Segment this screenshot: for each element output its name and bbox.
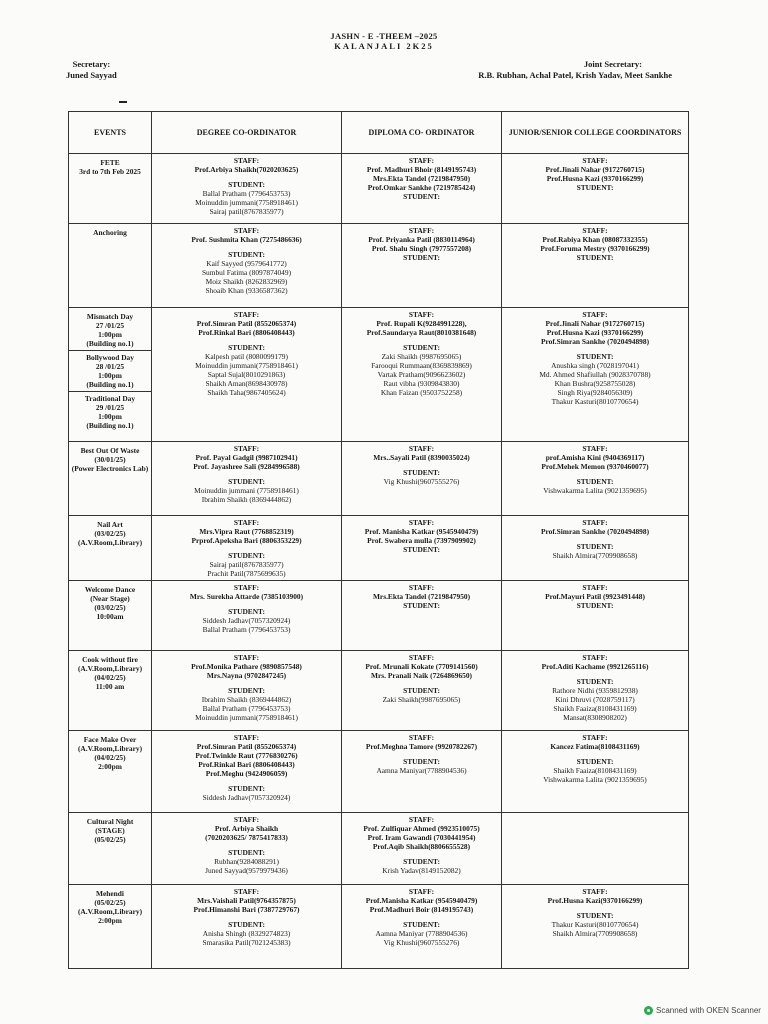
event-detail: (A.V.Room,Library): [77, 664, 143, 673]
diploma-cell: [342, 651, 502, 731]
staff-member: Prof.Jinali Nahar (9172760715): [545, 319, 645, 328]
event-entry: [71, 889, 149, 925]
event-cell: [69, 154, 152, 224]
student-member: Aamna Maniyar (7788904536): [375, 929, 468, 938]
event-row: [69, 813, 689, 885]
staff-member: Mrs. Surekha Attarde (7385103900): [189, 592, 304, 601]
student-member: Vig Khushi(9607555276): [383, 938, 460, 947]
event-entry: [71, 312, 149, 348]
staff-member: Prof. Swabera mulla (7397909902): [367, 536, 476, 545]
diploma-cell: [342, 581, 502, 651]
student-member: Moinuddin jummani(7758918461): [195, 198, 298, 207]
student-member: Zaki Shaikh(9987695065): [382, 695, 461, 704]
staff-member: Prof. Priyanka Patil (8830114964): [368, 235, 475, 244]
student-member: Shaikh Almira(7709908658): [552, 929, 638, 938]
staff-member: Prof. Sushmita Khan (7275486636): [191, 235, 302, 244]
event-detail: (03/02/25): [94, 603, 126, 612]
staff-member: Prof.Madhuri Boir (8149195743): [369, 905, 474, 914]
student-member: Kalpesh patil (8080099179): [205, 352, 288, 361]
event-detail: (A.V.Room,Library): [77, 744, 143, 753]
staff-label: STAFF:: [233, 583, 260, 592]
staff-member: (7020203625/ 7875417833): [205, 833, 288, 842]
staff-label: STAFF:: [408, 156, 435, 165]
degree-cell: [152, 308, 342, 442]
event-detail: (Near Stage): [90, 594, 130, 603]
staff-member: Prprof.Apeksha Bari (8806353229): [191, 536, 302, 545]
student-member: Thakur Kasturi(8010770654): [551, 920, 639, 929]
staff-member: Mrs. Pranali Naik (7264869650): [371, 671, 472, 680]
degree-cell: [152, 731, 342, 813]
event-detail: 10:00am: [96, 612, 124, 621]
staff-member: Prof.Omkar Sankhe (7219785424): [367, 183, 476, 192]
student-member: Shaikh Faaiza(8108431169): [553, 766, 637, 775]
degree-cell: [152, 516, 342, 581]
staff-member: Prof. Arbiya Shaikh: [214, 824, 279, 833]
junior-cell: [502, 224, 689, 308]
event-name: Nail Art: [97, 520, 123, 529]
col-header-events: EVENTS: [69, 112, 152, 154]
event-detail: 1:00pm: [98, 371, 122, 380]
staff-label: STAFF:: [582, 310, 608, 319]
student-label: STUDENT:: [403, 757, 440, 766]
staff-member: Prof. Madhuri Bhoir (8149195743): [366, 165, 477, 174]
student-member: Ballal Pratham (7796453753): [202, 625, 291, 634]
student-member: Shaikh Taha(9867405624): [207, 388, 286, 397]
junior-cell: [502, 308, 689, 442]
event-row: [69, 154, 689, 224]
staff-label: STAFF:: [582, 518, 608, 527]
staff-label: STAFF:: [408, 653, 435, 662]
staff-member: Prof.Mayuri Patil (9923491448): [545, 592, 645, 601]
junior-cell: [502, 154, 689, 224]
student-member: Anisha Shingh (8329274823): [202, 929, 291, 938]
student-member: Shaikh Aman(8698430978): [205, 379, 288, 388]
student-member: Ibrahim Shaikh (8369444862): [201, 495, 292, 504]
col-header-degree: DEGREE CO-ORDINATOR: [152, 112, 342, 154]
staff-label: STAFF:: [408, 444, 435, 453]
staff-label: STAFF:: [408, 583, 435, 592]
student-label: STUDENT:: [576, 253, 614, 262]
diploma-cell: [342, 442, 502, 516]
diploma-cell: [342, 308, 502, 442]
event-name: Mismatch Day: [86, 312, 134, 321]
staff-label: STAFF:: [233, 653, 260, 662]
staff-member: Prof. Shalu Singh (7977557208): [371, 244, 472, 253]
staff-member: Prof.Simran Patil (8552065374): [196, 319, 297, 328]
col-header-junior-senior: JUNIOR/SENIOR COLLEGE COORDINATORS: [502, 112, 689, 154]
event-detail: (STAGE): [95, 826, 125, 835]
student-member: Khan Faizan (9503752258): [380, 388, 463, 397]
student-label: STUDENT:: [228, 343, 265, 352]
event-name: Mehendi: [96, 889, 124, 898]
event-name: Face Make Over: [83, 735, 137, 744]
event-detail: (04/02/25): [94, 673, 126, 682]
event-row: [69, 308, 689, 442]
event-cell: [69, 731, 152, 813]
student-label: STUDENT:: [403, 920, 440, 929]
student-label: STUDENT:: [576, 542, 614, 551]
event-detail: (05/02/25): [94, 835, 126, 844]
event-detail: 1:00pm: [98, 412, 122, 421]
student-label: STUDENT:: [576, 677, 614, 686]
student-member: Md. Ahmed Shafiullah (9028370788): [539, 370, 651, 379]
diploma-cell: [342, 731, 502, 813]
staff-label: STAFF:: [582, 583, 608, 592]
student-label: STUDENT:: [228, 250, 265, 259]
staff-label: STAFF:: [233, 887, 260, 896]
staff-member: Prof.Meghu (9424906059): [205, 769, 288, 778]
event-cell: [69, 442, 152, 516]
event-cell: [69, 516, 152, 581]
student-label: STUDENT:: [403, 545, 440, 554]
student-member: Anushka singh (7028197041): [551, 361, 639, 370]
staff-label: STAFF:: [582, 733, 608, 742]
event-detail: (04/02/25): [94, 753, 126, 762]
events-table: [68, 111, 689, 969]
event-detail: (A.V.Room,Library): [77, 538, 143, 547]
scanner-watermark: [644, 1006, 761, 1015]
staff-member: Prof. Rupali K(9284991228),: [376, 319, 467, 328]
diploma-cell: [342, 885, 502, 969]
student-member: Saptal Sujal(8010291863): [207, 370, 286, 379]
degree-cell: [152, 651, 342, 731]
staff-label: STAFF:: [408, 518, 435, 527]
event-entry: [71, 655, 149, 691]
degree-cell: [152, 581, 342, 651]
event-entry: [69, 350, 151, 389]
staff-member: Kancez Fatima(8108431169): [550, 742, 640, 751]
event-detail: 29 /01/25: [95, 403, 125, 412]
event-entry: [69, 391, 151, 430]
event-entry: [71, 735, 149, 771]
event-detail: (Building no.1): [86, 380, 134, 389]
event-cell: [69, 813, 152, 885]
staff-member: Prof.Meghna Tamore (9920782267): [365, 742, 478, 751]
staff-member: Prof.Mehek Memon (9370460077): [541, 462, 649, 471]
student-member: Prachit Patil(7875699635): [207, 569, 286, 578]
student-label: STUDENT:: [403, 192, 440, 201]
junior-cell: [502, 442, 689, 516]
diploma-cell: [342, 154, 502, 224]
student-label: STUDENT:: [228, 607, 265, 616]
diploma-cell: [342, 516, 502, 581]
event-row: [69, 651, 689, 731]
staff-member: Mrs..Sayali Patil (8390035024): [373, 453, 470, 462]
student-member: Shaikh Almira(7709908658): [552, 551, 638, 560]
event-entry: [71, 585, 149, 621]
student-member: Ballal Pratham (7796453753): [202, 704, 291, 713]
student-label: STUDENT:: [403, 343, 440, 352]
staff-member: Prof. Iram Gawandi (7030441954): [367, 833, 476, 842]
staff-member: Prof.Aditi Kachame (9921265116): [541, 662, 649, 671]
student-member: Vig Khushi(9607555276): [383, 477, 460, 486]
degree-cell: [152, 813, 342, 885]
staff-label: STAFF:: [582, 887, 608, 896]
event-detail: (A.V.Room,Library): [77, 907, 143, 916]
student-label: STUDENT:: [576, 352, 614, 361]
student-member: Vartak Pratham(9096623602): [377, 370, 466, 379]
staff-member: Mrs.Nayna (9702847245): [206, 671, 287, 680]
student-member: Shoaib Khan (9336587362): [205, 286, 288, 295]
staff-member: Prof.Rinkal Bari (8806408443): [198, 760, 295, 769]
scanner-text: Scanned with OKEN Scanner: [656, 1006, 761, 1015]
student-label: STUDENT:: [576, 757, 614, 766]
event-name: Best Out Of Waste: [80, 446, 140, 455]
junior-cell: [502, 516, 689, 581]
secretary-label: Secretary:: [72, 59, 111, 69]
staff-member: Prof.Arbiya Shaikh(7020203625): [194, 165, 299, 174]
staff-member: Prof.Saundarya Raut(8010381648): [366, 328, 477, 337]
staff-member: Prof. Manisha Katkar (9545940479): [364, 527, 479, 536]
degree-cell: [152, 154, 342, 224]
student-member: Siddesh Jadhav(7057320924): [202, 793, 291, 802]
student-member: Sumbul Fatima (8097874049): [201, 268, 292, 277]
event-detail: 1:00pm: [98, 330, 122, 339]
staff-member: Prof.Simran Patil (8552065374): [196, 742, 297, 751]
student-member: Moiz Shaikh (8262832969): [205, 277, 288, 286]
staff-member: Prof. Payal Gadgil (9987102941): [195, 453, 298, 462]
student-label: STUDENT:: [576, 183, 614, 192]
staff-member: Prof.Jinali Nahar (9172760715): [545, 165, 645, 174]
event-cell: [69, 308, 152, 442]
event-name: Cultural Night: [86, 817, 134, 826]
staff-label: STAFF:: [233, 310, 260, 319]
junior-cell: [502, 813, 689, 885]
student-member: Sairaj patil(8767835977): [209, 560, 284, 569]
event-name: Traditional Day: [84, 394, 136, 403]
staff-label: STAFF:: [582, 444, 608, 453]
event-cell: [69, 224, 152, 308]
event-entry: [71, 446, 149, 473]
junior-cell: [502, 651, 689, 731]
student-member: Sairaj patil(8767835977): [209, 207, 284, 216]
event-cell: [69, 581, 152, 651]
staff-label: STAFF:: [233, 444, 260, 453]
staff-member: Prof.Rabiya Khan (08087332355): [542, 235, 648, 244]
page-subtitle: KALANJALI 2K25: [334, 41, 434, 51]
staff-member: Prof. Jayashree Sali (9284996588): [193, 462, 300, 471]
event-detail: (30/01/25): [94, 455, 126, 464]
event-entry: [71, 228, 149, 237]
event-row: [69, 581, 689, 651]
staff-label: STAFF:: [408, 887, 435, 896]
event-row: [69, 224, 689, 308]
event-detail: (Building no.1): [86, 421, 134, 430]
staff-label: STAFF:: [408, 226, 435, 235]
student-member: Moinuddin jummani(7758918461): [195, 713, 298, 722]
event-detail: 28 /01/25: [95, 362, 125, 371]
student-label: STUDENT:: [228, 551, 265, 560]
staff-member: Prof.Foruma Mestry (9370166299): [540, 244, 650, 253]
student-member: Farooqui Rummaan(8369839869): [371, 361, 472, 370]
student-member: Moinuddin jummani(7758918461): [195, 361, 298, 370]
junior-cell: [502, 731, 689, 813]
student-member: Vishwakarma Lalita (9021359695): [543, 775, 647, 784]
event-cell: [69, 651, 152, 731]
joint-secretary-label: Joint Secretary:: [583, 59, 642, 69]
event-row: [69, 442, 689, 516]
staff-member: Prof.Manisha Katkar (9545940479): [365, 896, 478, 905]
student-member: Ballal Pratham (7796453753): [202, 189, 291, 198]
event-row: [69, 516, 689, 581]
diploma-cell: [342, 224, 502, 308]
staff-member: Prof.Husna Kazi(9370166299): [547, 896, 643, 905]
degree-cell: [152, 885, 342, 969]
event-detail: (Power Electronics Lab): [71, 464, 149, 473]
joint-secretary-block: [478, 59, 672, 81]
col-header-diploma: DIPLOMA CO- ORDINATOR: [342, 112, 502, 154]
event-row: [69, 885, 689, 969]
student-label: STUDENT:: [403, 686, 440, 695]
student-member: Ibrahim Shaikh (8369444862): [201, 695, 292, 704]
student-member: Krish Yadav(8149152082): [382, 866, 461, 875]
student-member: Raut vibha (9309843830): [383, 379, 460, 388]
event-detail: 27 /01/25: [95, 321, 125, 330]
staff-member: Prof.Rinkal Bari (8806408443): [198, 328, 295, 337]
staff-member: Prof.Twinkle Raut (7776830276): [195, 751, 298, 760]
staff-member: Prof.Husna Kazi (9370166299): [546, 328, 644, 337]
student-label: STUDENT:: [576, 477, 614, 486]
event-detail: (Building no.1): [86, 339, 134, 348]
staff-member: Prof. Zulfiquar Ahmed (9923510075): [363, 824, 480, 833]
student-member: Mansat(8308908202): [563, 713, 627, 722]
event-detail: 3rd to 7th Feb 2025: [79, 167, 141, 176]
student-member: Juned Sayyad(9579979436): [205, 866, 288, 875]
student-label: STUDENT:: [228, 920, 265, 929]
student-member: Kini Dhruvi (7028759117): [555, 695, 635, 704]
staff-member: Prof. Mrunali Kokate (7709141560): [365, 662, 478, 671]
staff-member: Prof.Aqib Shaikh(8806655528): [372, 842, 471, 851]
staff-member: prof.Amisha Kini (9404369117): [545, 453, 645, 462]
staff-member: Prof.Simran Sankhe (7020494898): [540, 337, 650, 346]
student-member: Siddesh Jadhav(7057320924): [202, 616, 291, 625]
student-member: Rubhan(9284088291): [214, 857, 279, 866]
secretary-name: Juned Sayyad: [66, 70, 117, 80]
student-label: STUDENT:: [228, 686, 265, 695]
student-label: STUDENT:: [403, 253, 440, 262]
staff-label: STAFF:: [233, 815, 260, 824]
diploma-cell: [342, 813, 502, 885]
staff-member: Mrs.Ekta Tandel (7219847950): [372, 592, 471, 601]
student-member: Shaikh Faaiza(8108431169): [553, 704, 637, 713]
event-name: Bollywood Day: [86, 353, 134, 362]
staff-label: STAFF:: [582, 156, 608, 165]
event-name: Welcome Dance: [84, 585, 136, 594]
degree-cell: [152, 224, 342, 308]
staff-label: STAFF:: [582, 226, 608, 235]
student-member: Smarasika Patil(7021245383): [202, 938, 291, 947]
student-label: STUDENT:: [403, 857, 440, 866]
staff-member: Mrs.Vipra Raut (7768852319): [199, 527, 294, 536]
staff-label: STAFF:: [408, 310, 435, 319]
event-name: Anchoring: [93, 228, 127, 237]
event-name: FETE: [100, 158, 120, 167]
event-name: Cook without fire: [82, 655, 138, 664]
student-member: Khan Bushra(9258755028): [554, 379, 636, 388]
dash-mark: [119, 101, 127, 103]
student-member: Singh Riya(9284056309): [557, 388, 633, 397]
event-detail: 2:00pm: [98, 916, 122, 925]
scanner-logo-icon: [644, 1006, 653, 1015]
staff-label: STAFF:: [582, 653, 608, 662]
student-label: STUDENT:: [403, 468, 440, 477]
staff-member: Mrs.Vaishali Patil(9764357875): [197, 896, 296, 905]
student-label: STUDENT:: [228, 848, 265, 857]
student-label: STUDENT:: [228, 477, 265, 486]
junior-cell: [502, 885, 689, 969]
student-label: STUDENT:: [576, 601, 614, 610]
event-cell: [69, 885, 152, 969]
staff-label: STAFF:: [233, 733, 260, 742]
student-member: Moinuddin jummani (7758918461): [194, 486, 299, 495]
student-member: Thakur Kasturi(8010770654): [551, 397, 639, 406]
degree-cell: [152, 442, 342, 516]
staff-label: STAFF:: [408, 733, 435, 742]
student-member: Zaki Shaikh (9987695065): [381, 352, 462, 361]
staff-member: Mrs.Ekta Tandel (7219847950): [372, 174, 471, 183]
student-label: STUDENT:: [228, 180, 265, 189]
student-member: Aamna Maniyar(7788904536): [376, 766, 467, 775]
staff-member: Prof.Himanshi Bari (7387729767): [193, 905, 300, 914]
staff-label: STAFF:: [408, 815, 435, 824]
event-entry: [71, 158, 149, 176]
event-entry: [71, 817, 149, 844]
student-member: Kaif Sayyed (9579641772): [206, 259, 287, 268]
joint-secretary-names: R.B. Rubhan, Achal Patel, Krish Yadav, Meet Sankhe: [478, 70, 672, 80]
event-detail: 11:00 am: [95, 682, 125, 691]
student-label: STUDENT:: [576, 911, 614, 920]
staff-label: STAFF:: [233, 518, 260, 527]
secretary-block: [66, 59, 117, 81]
staff-member: Prof.Simran Sankhe (7020494898): [540, 527, 650, 536]
page-title: JASHN - E -THEEM –2025: [330, 31, 438, 41]
staff-member: Prof.Husna Kazi (9370166299): [546, 174, 644, 183]
junior-cell: [502, 581, 689, 651]
staff-member: Prof.Monika Pathare (9890857548): [191, 662, 302, 671]
staff-label: STAFF:: [233, 226, 260, 235]
event-detail: 2:00pm: [98, 762, 122, 771]
student-member: Rathore Nidhi (9359812938): [552, 686, 638, 695]
event-row: [69, 731, 689, 813]
student-label: STUDENT:: [403, 601, 440, 610]
event-detail: (03/02/25): [94, 529, 126, 538]
event-entry: [71, 520, 149, 547]
staff-label: STAFF:: [233, 156, 260, 165]
event-detail: (05/02/25): [94, 898, 126, 907]
student-member: Vishwakarma Lalita (9021359695): [543, 486, 647, 495]
student-label: STUDENT:: [228, 784, 265, 793]
